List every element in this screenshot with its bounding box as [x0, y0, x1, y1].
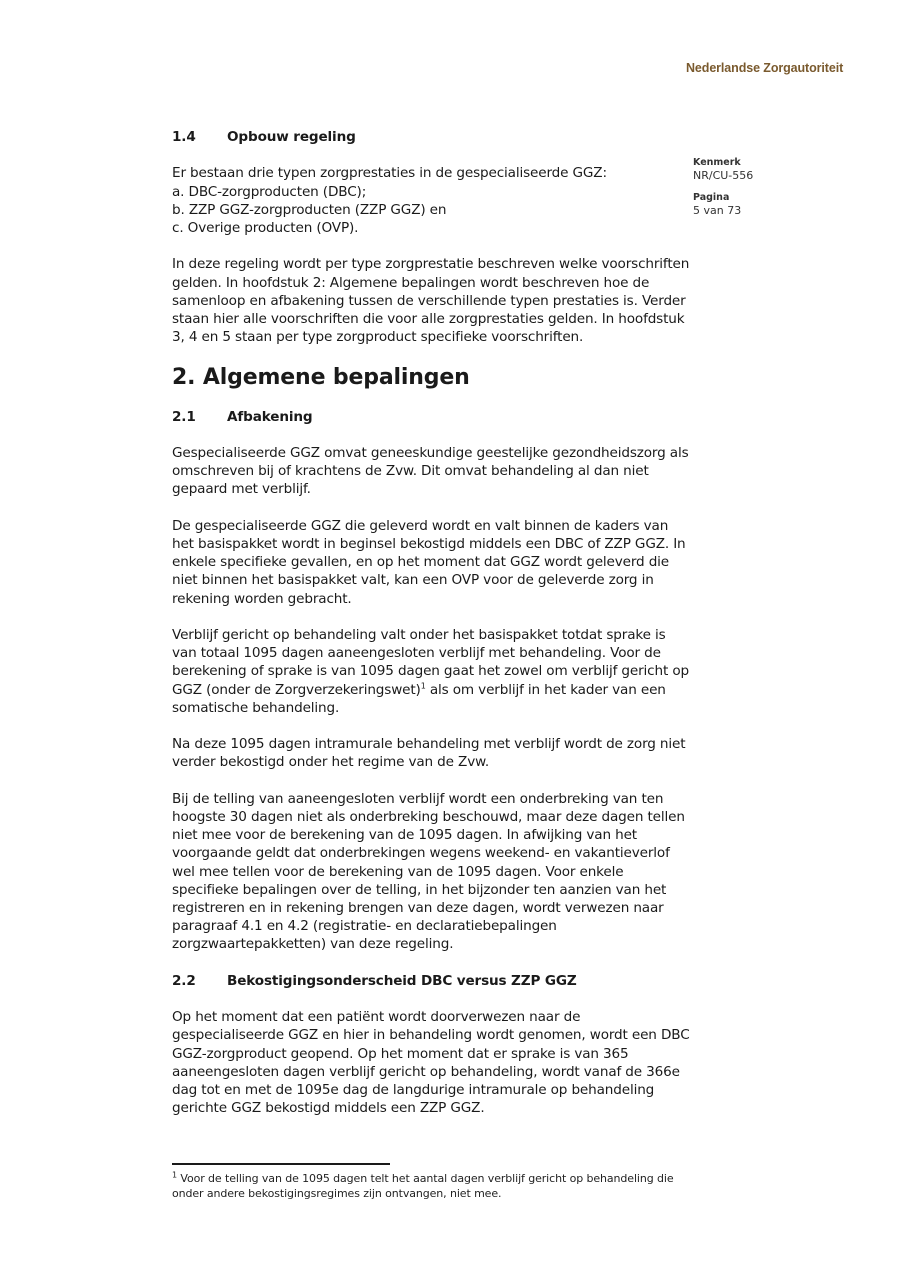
list-item: a. DBC-zorgproducten (DBC); — [172, 183, 367, 200]
paragraph: Gespecialiseerde GGZ omvat geneeskundige geestelijke gezondheidszorg als omschreven bij of krachtens de Zvw. Dit omvat behandeling al dan niet gepaard met verblijf. — [172, 444, 689, 498]
footnote — [172, 1171, 692, 1201]
footnote-text: Voor de telling van de 1095 dagen telt het aantal dagen verblijf gericht op behandeling die onder andere bekostigingsregimes zijn ontvangen, niet mee. — [172, 1172, 674, 1200]
document-metadata — [693, 156, 753, 226]
list-intro: Er bestaan drie typen zorgprestaties in de gespecialiseerde GGZ: — [172, 165, 607, 182]
footnote-reference[interactable]: 1 — [420, 681, 426, 691]
section-heading-2-1 — [172, 408, 692, 426]
paragraph-text: Verblijf gericht op behandeling valt onder het basispakket totdat sprake is van totaal 1095 dagen aaneengesloten verblijf met behandeling. Voor de berekening of sprake is van 1095 dagen gaat het zowel om verblijf gericht op GGZ (onder de Zorgverzekeringswet) — [172, 626, 689, 698]
section-number: 2.1 — [172, 408, 196, 425]
paragraph-text: als om verblijf in het kader van een somatische behandeling. — [172, 681, 666, 716]
section-number: 1.4 — [172, 129, 196, 145]
document-body — [172, 128, 692, 1136]
paragraph: Bij de telling van aaneengesloten verblijf wordt een onderbreking van ten hoogste 30 dagen niet als onderbreking beschouwd, maar deze dagen tellen niet mee voor de berekening van de 1095 dagen. In afwijking van het voorgaande geldt dat onderbrekingen wegens weekend- en vakantieverlof wel mee tellen voor de berekening van de 1095 dagen. Voor enkele specifieke bepalingen over de telling, in het bijzonder ten aanzien van het registreren en in rekening brengen van deze dagen, wordt verwezen naar paragraaf 4.1 en 4.2 (registratie- en declaratiebepalingen zorgzwaartepakketten) van deze regeling. — [172, 790, 685, 953]
paragraph: De gespecialiseerde GGZ die geleverd wordt en valt binnen de kaders van het basispakket wordt in beginsel bekostigd middels een DBC of ZZP GGZ. In enkele specifieke gevallen, en op het moment dat GGZ wordt geleverd die niet binnen het basispakket valt, kan een OVP voor de geleverde zorg in rekening worden gebracht. — [172, 517, 686, 607]
chapter-heading: 2. Algemene bepalingen — [172, 364, 470, 390]
paragraph: Op het moment dat een patiënt wordt doorverwezen naar de gespecialiseerde GGZ en hier in behandeling wordt genomen, wordt een DBC GGZ-zorgproduct geopend. Op het moment dat er sprake is van 365 aaneengesloten dagen verblijf gericht op behandeling, wordt vanaf de 366e dag tot en met de 1095e dag de langdurige intramurale op behandeling gerichte GGZ bekostigd middels een ZZP GGZ. — [172, 1009, 690, 1117]
pagina-value: 5 van 73 — [693, 204, 742, 217]
section-heading-2-2 — [172, 972, 692, 990]
paragraph: In deze regeling wordt per type zorgprestatie beschreven welke voorschriften gelden. In hoofdstuk 2: Algemene bepalingen wordt beschreven hoe de samenloop en afbakening tussen de verschillende typen prestaties is. Verder staan hier alle voorschriften die voor alle zorgprestaties gelden. In hoofdstuk 3, 4 en 5 staan per type zorgproduct specifieke voorschriften. — [172, 256, 690, 346]
section-title: Bekostigingsonderscheid DBC versus ZZP GGZ — [227, 972, 577, 989]
footnote-marker: 1 — [172, 1170, 177, 1180]
section-title: Opbouw regeling — [227, 129, 356, 145]
paragraph-with-footnote — [172, 626, 692, 717]
pagina-label: Pagina — [693, 192, 730, 203]
section-heading-1-4 — [172, 128, 692, 146]
list-item: b. ZZP GGZ-zorgproducten (ZZP GGZ) en — [172, 201, 447, 218]
section-number: 2.2 — [172, 972, 196, 989]
kenmerk-value: NR/CU-556 — [693, 169, 754, 182]
organization-name: Nederlandse Zorgautoriteit — [686, 61, 844, 75]
section-title: Afbakening — [227, 408, 313, 425]
kenmerk-label: Kenmerk — [693, 157, 741, 168]
paragraph: Na deze 1095 dagen intramurale behandeling met verblijf wordt de zorg niet verder bekostigd onder het regime van de Zvw. — [172, 736, 686, 771]
types-list — [172, 164, 692, 237]
footnote-divider — [172, 1163, 390, 1165]
list-item: c. Overige producten (OVP). — [172, 220, 359, 236]
